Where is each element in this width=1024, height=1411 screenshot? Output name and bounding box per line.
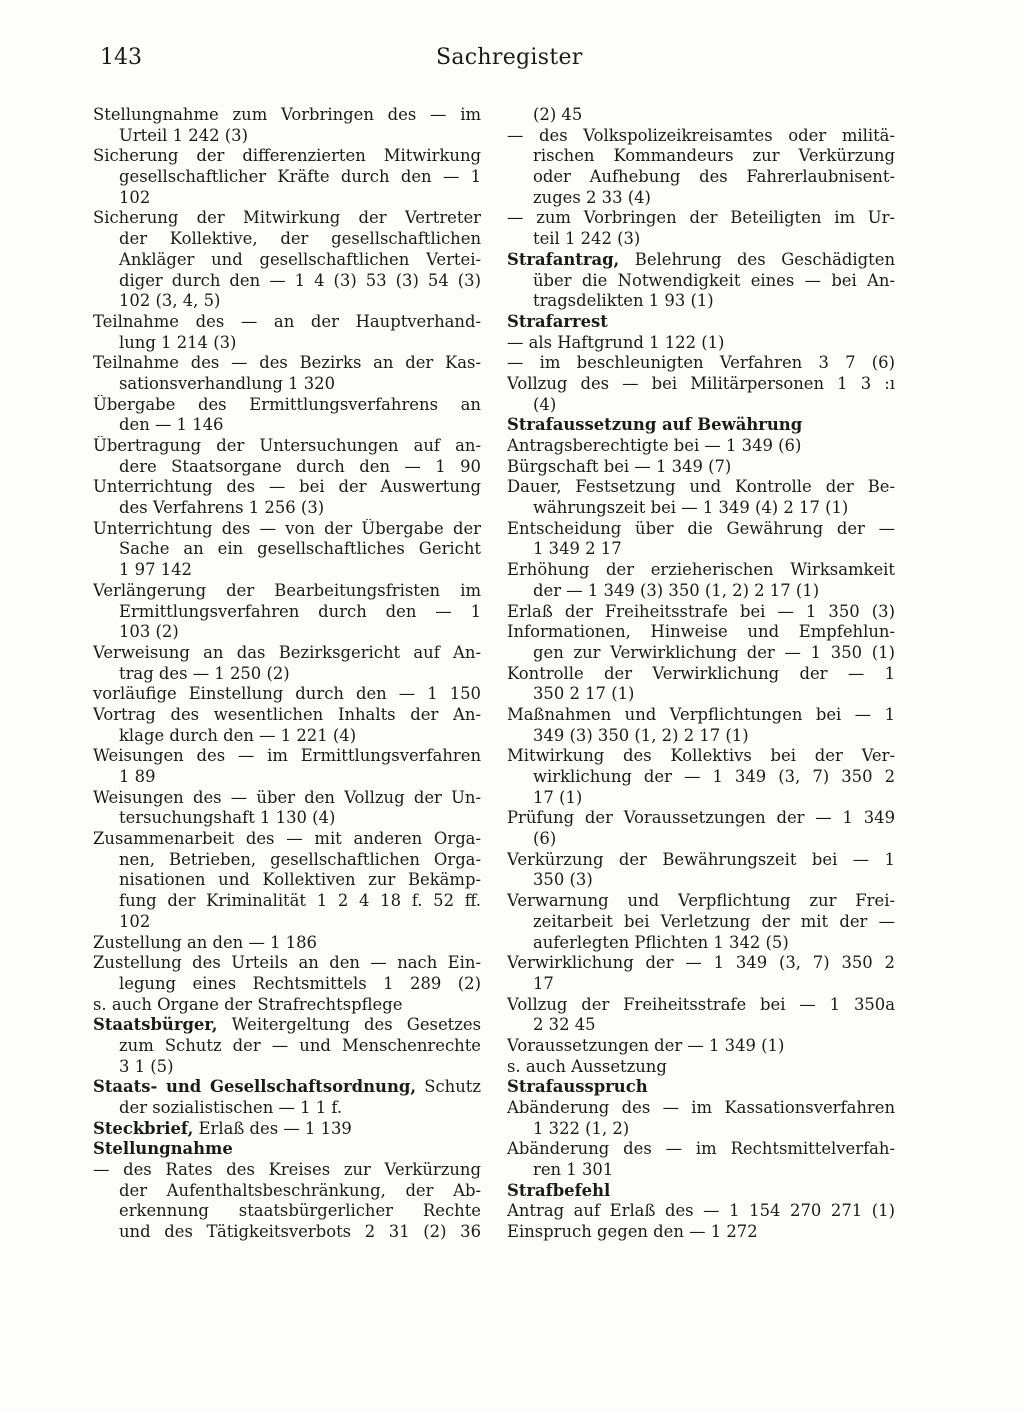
- index-line: Antrag auf Erlaß des — 1 154 270 271 (1): [507, 1201, 895, 1221]
- index-line: — als Haftgrund 1 122 (1): [507, 332, 725, 352]
- index-line: (2) 45: [533, 105, 583, 124]
- index-line: 350 (3): [533, 870, 593, 890]
- index-line: gesellschaftlicher Kräfte durch den — 1: [119, 167, 481, 187]
- index-line: Verwirklichung der — 1 349 (3, 7) 350 2: [507, 953, 895, 973]
- index-line: der Aufenthaltsbeschränkung, der Ab-: [119, 1180, 481, 1200]
- index-line: Verwarnung und Verpflichtung zur Frei-: [507, 891, 895, 911]
- index-line: Unterrichtung des — bei der Auswertung: [93, 477, 481, 497]
- index-line: rischen Kommandeurs zur Verkürzung: [533, 146, 895, 166]
- index-line: teil 1 242 (3): [533, 229, 641, 249]
- index-line: diger durch den — 1 4 (3) 53 (3) 54 (3): [119, 270, 481, 290]
- index-line: nisationen und Kollektiven zur Bekämp-: [119, 870, 481, 890]
- index-line: Abänderung des — im Rechtsmittelverfah-: [507, 1139, 895, 1159]
- index-line: legung eines Rechtsmittels 1 289 (2): [119, 973, 481, 993]
- index-line: Weisungen des — über den Vollzug der Un-: [93, 787, 481, 807]
- index-line: tersuchungshaft 1 130 (4): [119, 808, 336, 828]
- index-lemma: Strafantrag,: [507, 249, 620, 269]
- index-line: Staatsbürger, Weitergeltung des Gesetzes: [93, 1015, 481, 1035]
- index-line: der Kollektive, der gesellschaftlichen: [119, 229, 481, 249]
- index-line: Vollzug der Freiheitsstrafe bei — 1 350a: [507, 994, 895, 1014]
- index-line: — im beschleunigten Verfahren 3 7 (6): [507, 353, 895, 373]
- index-line: Verkürzung der Bewährungszeit bei — 1: [507, 849, 895, 869]
- index-line: Dauer, Festsetzung und Kontrolle der Be-: [507, 477, 895, 497]
- index-line: 17: [533, 973, 554, 993]
- index-line: Stellungnahme: [93, 1139, 233, 1159]
- index-line: — zum Vorbringen der Beteiligten im Ur-: [507, 208, 895, 228]
- index-line: 102 (3, 4, 5): [119, 291, 221, 311]
- index-line: — des Rates des Kreises zur Verkürzung: [93, 1160, 481, 1180]
- index-line: Unterrichtung des — von der Übergabe der: [93, 518, 481, 538]
- index-column-left: [93, 105, 481, 1243]
- index-line: 1 349 2 17: [533, 539, 622, 559]
- index-line: 1 97 142: [119, 560, 192, 580]
- index-line: Mitwirkung des Kollektivs bei der Ver-: [507, 746, 895, 766]
- index-line: Zustellung an den — 1 186: [93, 932, 317, 952]
- index-line: lung 1 214 (3): [119, 332, 237, 352]
- index-line: Sicherung der differenzierten Mitwirkung: [93, 146, 481, 166]
- index-line: Steckbrief, Erlaß des — 1 139: [93, 1118, 352, 1138]
- index-line: fung der Kriminalität 1 2 4 18 f. 52 ff.: [119, 891, 481, 911]
- index-line: währungszeit bei — 1 349 (4) 2 17 (1): [533, 498, 849, 518]
- index-line: gen zur Verwirklichung der — 1 350 (1): [533, 642, 895, 662]
- index-line: 1 322 (1, 2): [533, 1118, 630, 1138]
- index-line: Vortrag des wesentlichen Inhalts der An-: [93, 704, 481, 724]
- index-line: Kontrolle der Verwirklichung der — 1: [507, 663, 895, 683]
- index-line: auferlegten Pflichten 1 342 (5): [533, 932, 789, 952]
- index-line: nen, Betrieben, gesellschaftlichen Orga-: [119, 849, 481, 869]
- index-line: 3 1 (5): [119, 1056, 174, 1076]
- page-title: Sachregister: [436, 45, 583, 70]
- index-line: des Verfahrens 1 256 (3): [119, 498, 325, 518]
- index-line: Maßnahmen und Verpflichtungen bei — 1: [507, 704, 895, 724]
- index-lemma: Steckbrief,: [93, 1118, 194, 1138]
- index-lemma: Staatsbürger,: [93, 1015, 218, 1035]
- index-line: zeitarbeit bei Verletzung der mit der —: [533, 911, 895, 931]
- index-line: tragsdelikten 1 93 (1): [533, 291, 714, 311]
- index-line: Sache an ein gesellschaftliches Gericht: [119, 539, 481, 559]
- index-line: Entscheidung über die Gewährung der —: [507, 518, 895, 538]
- index-line: über die Notwendigkeit eines — bei An-: [533, 270, 895, 290]
- index-line: Zustellung des Urteils an den — nach Ein-: [93, 953, 481, 973]
- index-line: Ankläger und gesellschaftlichen Vertei-: [119, 249, 481, 269]
- index-line: Strafbefehl: [507, 1180, 611, 1200]
- index-line: Ermittlungsverfahren durch den — 1: [119, 601, 481, 621]
- index-line: 102: [119, 187, 151, 207]
- index-line: Übertragung der Untersuchungen auf an-: [93, 436, 481, 455]
- index-line: oder Aufhebung des Fahrerlaubnisent-: [533, 167, 895, 187]
- index-line: Erhöhung der erzieherischen Wirksamkeit: [507, 560, 895, 580]
- index-line: Vollzug des — bei Militärpersonen 1 3 :ı: [507, 373, 895, 393]
- index-line: Strafantrag, Belehrung des Geschädigten: [507, 249, 895, 269]
- index-line: Zusammenarbeit des — mit anderen Orga-: [93, 829, 481, 849]
- index-line: Stellungnahme zum Vorbringen des — im: [93, 105, 481, 124]
- index-line: klage durch den — 1 221 (4): [119, 725, 357, 745]
- index-line: 350 2 17 (1): [533, 684, 635, 704]
- index-line: Einspruch gegen den — 1 272: [507, 1222, 758, 1242]
- index-line: trag des — 1 250 (2): [119, 663, 290, 683]
- index-line: (4): [533, 394, 557, 414]
- index-line: zum Schutz der — und Menschenrechte: [119, 1035, 481, 1055]
- index-line: Strafaussetzung auf Bewährung: [507, 415, 803, 435]
- index-line: s. auch Aussetzung: [507, 1056, 667, 1076]
- index-line: der — 1 349 (3) 350 (1, 2) 2 17 (1): [533, 580, 820, 600]
- index-line: und des Tätigkeitsverbots 2 31 (2) 36: [119, 1222, 481, 1242]
- index-line: 2 32 45: [533, 1015, 596, 1035]
- index-line: 103 (2): [119, 622, 179, 642]
- index-line: Antragsberechtigte bei — 1 349 (6): [507, 436, 802, 455]
- index-line: dere Staatsorgane durch den — 1 90: [119, 456, 481, 476]
- index-line: ren 1 301: [533, 1160, 614, 1180]
- index-line: s. auch Organe der Strafrechtspflege: [93, 994, 403, 1014]
- index-line: Bürgschaft bei — 1 349 (7): [507, 456, 732, 476]
- index-line: Urteil 1 242 (3): [119, 125, 248, 145]
- index-line: 17 (1): [533, 787, 583, 807]
- index-line: — des Volkspolizeikreisamtes oder militä-: [507, 125, 895, 145]
- index-line: Weisungen des — im Ermittlungsverfahren: [93, 746, 481, 766]
- index-line: den — 1 146: [119, 415, 224, 435]
- index-line: 1 89: [119, 767, 156, 786]
- page-number: 143: [100, 45, 142, 70]
- index-line: Erlaß der Freiheitsstrafe bei — 1 350 (3): [507, 601, 895, 621]
- index-line: 102: [119, 911, 151, 931]
- index-line: vorläufige Einstellung durch den — 1 150: [93, 684, 481, 704]
- index-line: Informationen, Hinweise und Empfehlun-: [507, 622, 895, 642]
- index-column-right: [507, 105, 895, 1243]
- index-line: sationsverhandlung 1 320: [119, 373, 335, 393]
- index-line: Strafarrest: [507, 311, 608, 331]
- index-line: (6): [533, 829, 557, 849]
- index-line: erkennung staatsbürgerlicher Rechte: [119, 1201, 481, 1221]
- index-line: Prüfung der Voraussetzungen der — 1 349: [507, 808, 895, 828]
- index-line: Strafausspruch: [507, 1077, 648, 1097]
- index-line: Abänderung des — im Kassationsverfahren: [507, 1098, 895, 1117]
- index-line: zuges 2 33 (4): [533, 187, 651, 207]
- index-line: Verlängerung der Bearbeitungsfristen im: [93, 580, 481, 600]
- index-line: Teilnahme des — des Bezirks an der Kas-: [93, 353, 481, 373]
- index-line: Staats- und Gesellschaftsordnung, Schutz: [93, 1077, 481, 1097]
- index-line: Teilnahme des — an der Hauptverhand-: [93, 311, 481, 331]
- index-line: Voraussetzungen der — 1 349 (1): [507, 1035, 785, 1055]
- index-line: wirklichung der — 1 349 (3, 7) 350 2: [533, 767, 895, 786]
- index-line: der sozialistischen — 1 1 f.: [119, 1098, 343, 1117]
- index-line: Sicherung der Mitwirkung der Vertreter: [93, 208, 481, 228]
- index-line: Übergabe des Ermittlungsverfahrens an: [93, 394, 481, 414]
- index-line: 349 (3) 350 (1, 2) 2 17 (1): [533, 725, 749, 745]
- index-line: Verweisung an das Bezirksgericht auf An-: [93, 642, 481, 662]
- index-lemma: Staats- und Gesellschaftsordnung,: [93, 1077, 417, 1097]
